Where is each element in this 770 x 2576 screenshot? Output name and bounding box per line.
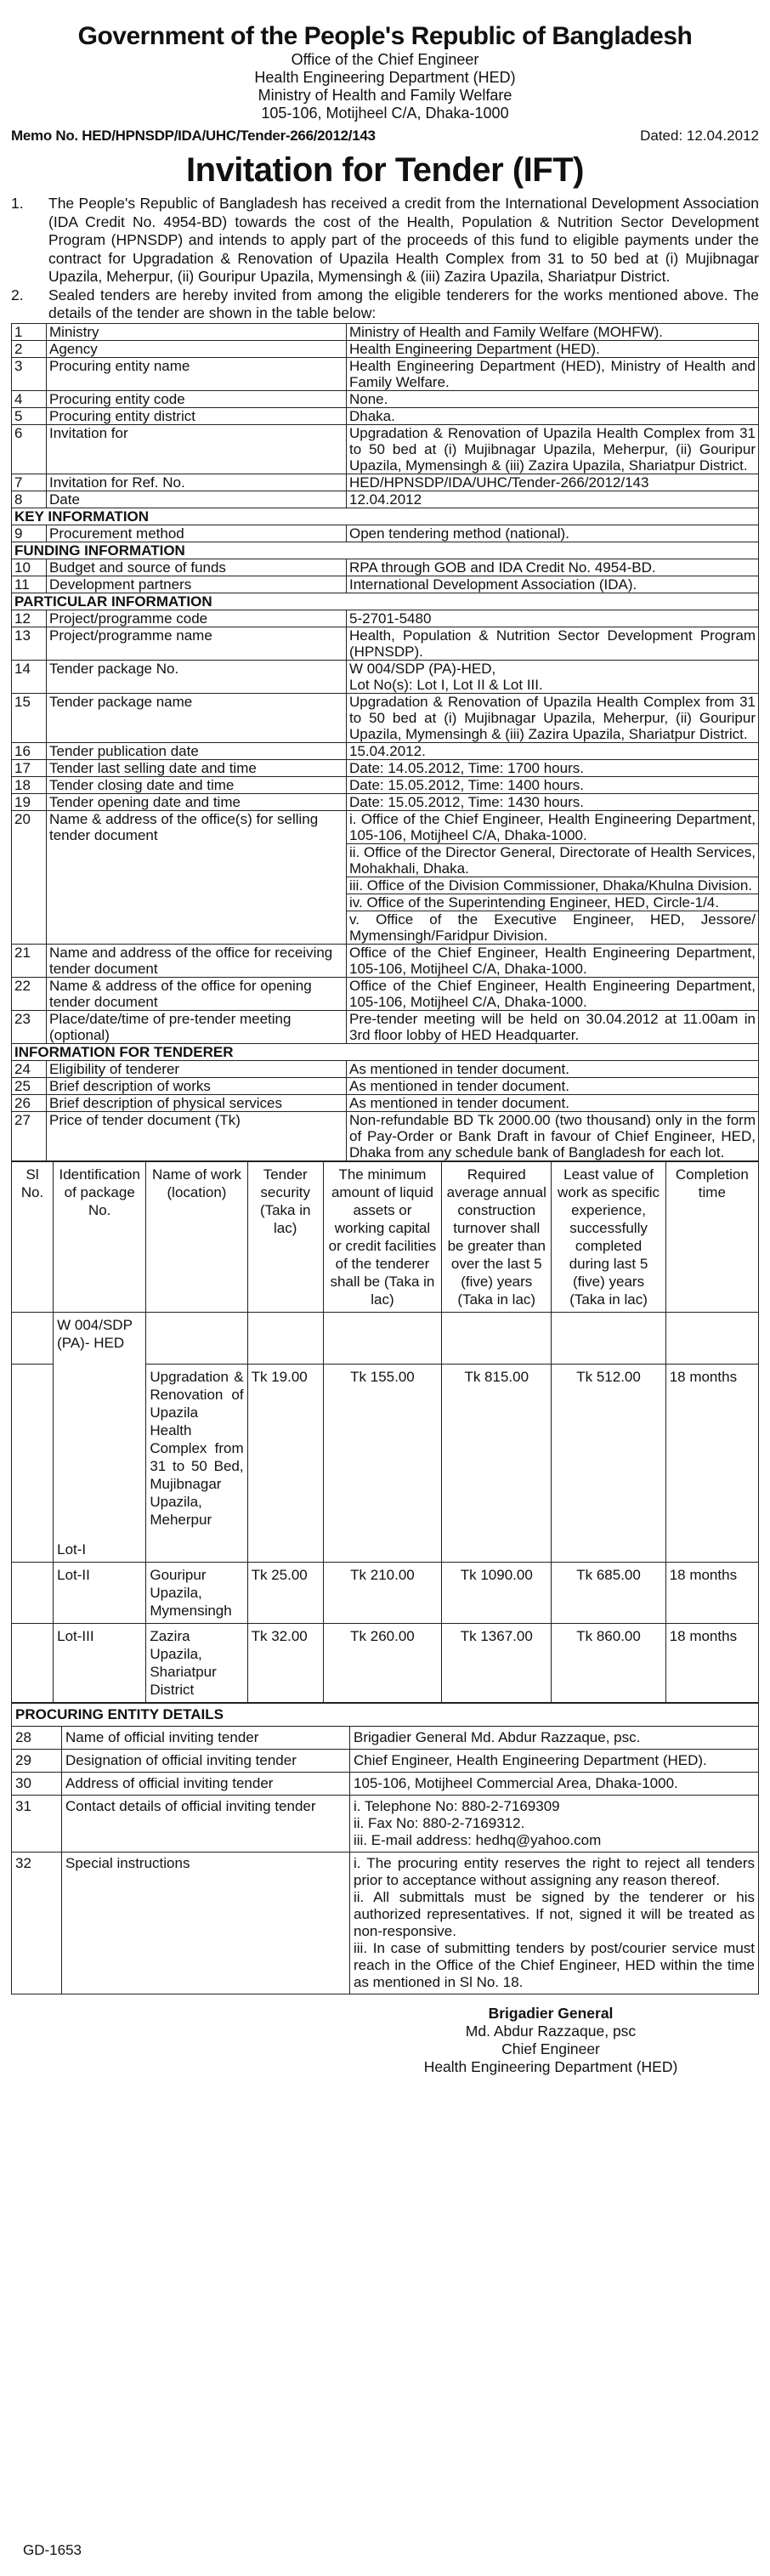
row-number: 3 [12, 357, 47, 390]
lot-column-header: The minimum amount of liquid assets or working capital or credit facilities of the tenderer shall be (Taka in lac) [323, 1161, 441, 1312]
detail-row [12, 424, 759, 474]
lot-column-header: Completion time [665, 1161, 758, 1312]
detail-row [12, 742, 759, 759]
row-label: Procuring entity district [47, 407, 347, 424]
row-number: 27 [12, 1111, 47, 1160]
selling-office-item: ii. Office of the Director General, Directorate of Health Services, Mohakhali, Dhaka. [347, 843, 759, 877]
lot-work-name: Zazira Upazila, Shariatpur District [146, 1623, 247, 1702]
row-number: 14 [12, 660, 47, 693]
row-value: Brigadier General Md. Abdur Razzaque, psc. [350, 1726, 759, 1749]
empty-cell [442, 1312, 552, 1364]
signatory-rank: Brigadier General [488, 2004, 614, 2022]
paragraph-number: 2. [11, 286, 24, 304]
row-label: Project/programme code [47, 610, 347, 627]
detail-row [12, 627, 759, 660]
row-label: Address of official inviting tender [62, 1772, 350, 1795]
row-value: Date: 15.05.2012, Time: 1430 hours. [347, 793, 759, 810]
row-value: W 004/SDP (PA)-HED, Lot No(s): Lot I, Lot II & Lot III. [347, 660, 759, 693]
special-instructions [350, 1852, 759, 1994]
row-label: Tender closing date and time [47, 776, 347, 793]
section-heading: PROCURING ENTITY DETAILS [12, 1703, 759, 1726]
row-number: 22 [12, 977, 47, 1010]
row-label: Project/programme name [47, 627, 347, 660]
row-number: 19 [12, 793, 47, 810]
section-heading: KEY INFORMATION [12, 508, 759, 525]
detail-row [12, 1111, 759, 1160]
lot-security: Tk 25.00 [247, 1562, 323, 1623]
detail-row [12, 491, 759, 508]
memo-number: Memo No. HED/HPNSDP/IDA/UHC/Tender-266/2012/143 [11, 128, 376, 144]
row-label: Tender last selling date and time [47, 759, 347, 776]
selling-office-item: v. Office of the Executive Engineer, HED, Jessore/ Mymensingh/Faridpur Division. [347, 911, 759, 944]
row-label: Tender opening date and time [47, 793, 347, 810]
detail-row [12, 576, 759, 593]
row-number: 25 [12, 1077, 47, 1094]
memo-row [11, 128, 759, 145]
row-value: HED/HPNSDP/IDA/UHC/Tender-266/2012/143 [347, 474, 759, 491]
memo-date: Dated: 12.04.2012 [640, 128, 759, 144]
row-label: Procurement method [47, 525, 347, 542]
procuring-row [12, 1726, 759, 1749]
detail-row [12, 323, 759, 340]
row-label: Invitation for [47, 424, 347, 474]
lot-completion: 18 months [665, 1562, 758, 1623]
row-value: Health Engineering Department (HED). [347, 340, 759, 357]
procuring-entity-table [11, 1703, 759, 1994]
detail-row [12, 759, 759, 776]
detail-row [12, 357, 759, 390]
row-value: Chief Engineer, Health Engineering Department (HED). [350, 1749, 759, 1772]
ministry-name: Ministry of Health and Family Welfare [258, 87, 512, 104]
row-value: International Development Association (IDA). [347, 576, 759, 593]
row-number: 6 [12, 424, 47, 474]
row-value: As mentioned in tender document. [347, 1094, 759, 1111]
detail-row [12, 944, 759, 977]
row-value: Office of the Chief Engineer, Health Engineering Department, 105-106, Motijheel C/A, Dhaka-1000. [347, 944, 759, 977]
row-value: Open tendering method (national). [347, 525, 759, 542]
row-label: Brief description of physical services [47, 1094, 347, 1111]
contact-email: iii. E-mail address: hedhq@yahoo.com [354, 1831, 602, 1848]
selling-office-item: iii. Office of the Division Commissioner, Dhaka/Khulna Division. [347, 877, 759, 894]
detail-row [12, 610, 759, 627]
row-label: Special instructions [62, 1852, 350, 1994]
signature-block [368, 2005, 733, 2076]
selling-office-item: iv. Office of the Superintending Engineer, HED, Circle-1/4. [347, 894, 759, 911]
selling-office-item: i. Office of the Chief Engineer, Health Engineering Department, 105-106, Motijheel C/A, Dhaka-1000. [347, 810, 759, 843]
row-label: Procuring entity name [47, 357, 347, 390]
instruction-item: i. The procuring entity reserves the right to reject all tenders prior to acceptance without assigning any reason thereof. [354, 1854, 755, 1888]
lot-sl-cell [12, 1364, 54, 1562]
lot-column-header: Identification of package No. [54, 1161, 146, 1312]
lot-turnover: Tk 1090.00 [442, 1562, 552, 1623]
footer-code: GD-1653 [23, 2542, 82, 2558]
lot-row [12, 1623, 759, 1702]
row-number: 4 [12, 390, 47, 407]
row-number: 24 [12, 1060, 47, 1077]
row-number: 10 [12, 559, 47, 576]
row-label: Contact details of official inviting tender [62, 1795, 350, 1852]
lot-security: Tk 32.00 [247, 1623, 323, 1702]
row-value: 5-2701-5480 [347, 610, 759, 627]
row-value: 12.04.2012 [347, 491, 759, 508]
lot-sl-cell [12, 1312, 54, 1364]
row-label: Name & address of the office(s) for selling tender document [47, 810, 347, 944]
row-label: Name of official inviting tender [62, 1726, 350, 1749]
row-value: 15.04.2012. [347, 742, 759, 759]
section-heading: INFORMATION FOR TENDERER [12, 1043, 759, 1060]
lot-security: Tk 19.00 [247, 1364, 323, 1562]
row-number: 18 [12, 776, 47, 793]
intro-paragraph-1 [11, 195, 759, 287]
detail-row [12, 1094, 759, 1111]
row-number: 23 [12, 1010, 47, 1043]
selling-office-row [12, 810, 759, 843]
row-label: Brief description of works [47, 1077, 347, 1094]
section-particular-information [12, 593, 759, 610]
row-value: Office of the Chief Engineer, Health Engineering Department, 105-106, Motijheel C/A, Dhaka-1000. [347, 977, 759, 1010]
section-heading: FUNDING INFORMATION [12, 542, 759, 559]
row-value: Date: 15.05.2012, Time: 1400 hours. [347, 776, 759, 793]
lot-turnover: Tk 815.00 [442, 1364, 552, 1562]
notice-header [11, 22, 759, 122]
row-label: Ministry [47, 323, 347, 340]
lot-completion: 18 months [665, 1364, 758, 1562]
page-title: Invitation for Tender (IFT) [186, 151, 584, 189]
row-number: 13 [12, 627, 47, 660]
row-number: 28 [12, 1726, 62, 1749]
row-number: 5 [12, 407, 47, 424]
paragraph-text: Sealed tenders are hereby invited from among the eligible tenderers for the works mentioned above. The details of the tender are shown in the table below: [48, 286, 759, 321]
row-label: Name & address of the office for opening tender document [47, 977, 347, 1010]
detail-row [12, 1060, 759, 1077]
contact-tel: i. Telephone No: 880-2-7169309 [354, 1797, 560, 1814]
row-number: 7 [12, 474, 47, 491]
row-number: 29 [12, 1749, 62, 1772]
detail-row [12, 977, 759, 1010]
lot-completion: 18 months [665, 1623, 758, 1702]
section-procuring-entity [12, 1703, 759, 1726]
lot-liquid-assets: Tk 210.00 [323, 1562, 441, 1623]
lot-experience: Tk 685.00 [552, 1562, 665, 1623]
lot-experience: Tk 512.00 [552, 1364, 665, 1562]
row-number: 21 [12, 944, 47, 977]
signatory-designation: Chief Engineer [501, 2040, 600, 2057]
row-number: 1 [12, 323, 47, 340]
instruction-item: ii. All submittals must be signed by the tenderer or his authorized representatives. If not, signed it will be treated as non-responsive. [354, 1888, 755, 1939]
instruction-item: iii. In case of submitting tenders by post/courier service must reach in the Office of the Chief Engineer, HED within the time as mentioned in Sl No. 18. [354, 1939, 755, 1990]
row-value: Upgradation & Renovation of Upazila Health Complex from 31 to 50 bed at (i) Mujibnagar Upazila, Meherpur, (ii) Gouripur Upazila, Mymensingh & (iii) Zazira Upazila, Shariatpur District. [347, 424, 759, 474]
detail-row [12, 407, 759, 424]
package-id: W 004/SDP (PA)- HED Lot-I [54, 1312, 146, 1562]
lot-column-header: Required average annual construction turnover shall be greater than over the last 5 (five) years (Taka in lac) [442, 1161, 552, 1312]
detail-row [12, 559, 759, 576]
section-key-information [12, 508, 759, 525]
detail-row [12, 793, 759, 810]
row-number: 26 [12, 1094, 47, 1111]
row-number: 20 [12, 810, 47, 944]
lot-id: Lot-II [54, 1562, 146, 1623]
detail-row [12, 474, 759, 491]
row-number: 12 [12, 610, 47, 627]
contact-details [350, 1795, 759, 1852]
row-label: Budget and source of funds [47, 559, 347, 576]
lot-column-header: Name of work (location) [146, 1161, 247, 1312]
empty-cell [146, 1312, 247, 1364]
lot-liquid-assets: Tk 155.00 [323, 1364, 441, 1562]
row-number: 11 [12, 576, 47, 593]
lot-experience: Tk 860.00 [552, 1623, 665, 1702]
detail-row [12, 340, 759, 357]
paragraph-number: 1. [11, 195, 24, 212]
row-value: As mentioned in tender document. [347, 1060, 759, 1077]
lot-row [12, 1562, 759, 1623]
detail-row [12, 390, 759, 407]
row-label: Designation of official inviting tender [62, 1749, 350, 1772]
row-value: Pre-tender meeting will be held on 30.04.2012 at 11.00am in 3rd floor lobby of HED Headquarter. [347, 1010, 759, 1043]
row-number: 2 [12, 340, 47, 357]
detail-row [12, 1010, 759, 1043]
tender-notice [11, 0, 759, 2558]
contact-row [12, 1795, 759, 1852]
lot-id: Lot-I [57, 1540, 87, 1558]
empty-cell [665, 1312, 758, 1364]
lot-column-header: Sl No. [12, 1161, 54, 1312]
procuring-row [12, 1772, 759, 1795]
detail-row [12, 693, 759, 742]
row-value: Upgradation & Renovation of Upazila Health Complex from 31 to 50 bed at (i) Mujibnagar Upazila, Meherpur, (ii) Gouripur Upazila, Mymensingh & (iii) Zazira Upazila, Shariatpur District. [347, 693, 759, 742]
section-tenderer-information [12, 1043, 759, 1060]
office-name: Office of the Chief Engineer [291, 51, 479, 68]
row-number: 9 [12, 525, 47, 542]
row-label: Development partners [47, 576, 347, 593]
detail-row [12, 525, 759, 542]
row-label: Tender publication date [47, 742, 347, 759]
lot-package-row [12, 1312, 759, 1364]
lot-sl-cell [12, 1623, 54, 1702]
row-value: Non-refundable BD Tk 2000.00 (two thousand) only in the form of Pay-Order or Bank Draft in favour of Chief Engineer, HED, Dhaka from any schedule bank of Bangladesh for each lot. [347, 1111, 759, 1160]
empty-cell [323, 1312, 441, 1364]
row-label: Eligibility of tenderer [47, 1060, 347, 1077]
row-value: RPA through GOB and IDA Credit No. 4954-BD. [347, 559, 759, 576]
signatory-name: Md. Abdur Razzaque, psc [465, 2022, 637, 2040]
empty-cell [247, 1312, 323, 1364]
row-label: Procuring entity code [47, 390, 347, 407]
special-instructions-row [12, 1852, 759, 1994]
contact-fax: ii. Fax No: 880-2-7169312. [354, 1814, 525, 1831]
row-label: Price of tender document (Tk) [47, 1111, 347, 1160]
row-value: Ministry of Health and Family Welfare (MOHFW). [347, 323, 759, 340]
row-value: Date: 14.05.2012, Time: 1700 hours. [347, 759, 759, 776]
row-value: Health, Population & Nutrition Sector Development Program (HPNSDP). [347, 627, 759, 660]
row-label: Agency [47, 340, 347, 357]
detail-row [12, 776, 759, 793]
section-heading: PARTICULAR INFORMATION [12, 593, 759, 610]
row-value: As mentioned in tender document. [347, 1077, 759, 1094]
department-name: Health Engineering Department (HED) [254, 69, 516, 86]
detail-row [12, 1077, 759, 1094]
row-value: Health Engineering Department (HED), Ministry of Health and Family Welfare. [347, 357, 759, 390]
lot-column-header: Least value of work as specific experience, successfully completed during last 5 (five) years (Taka in lac) [552, 1161, 665, 1312]
row-value: None. [347, 390, 759, 407]
signatory-department: Health Engineering Department (HED) [423, 2057, 678, 2075]
office-address: 105-106, Motijheel C/A, Dhaka-1000 [261, 105, 509, 122]
row-label: Date [47, 491, 347, 508]
row-label: Tender package name [47, 693, 347, 742]
paragraph-text: The People's Republic of Bangladesh has received a credit from the International Development Association (IDA Credit No. 4954-BD) towards the cost of the Health, Population & Nutrition Sector Development Program (HPNSDP) and intends to apply part of the proceeds of this fund to eligible payments under the contract for Upgradation & Renovation of Upazila Health Complex from 31 to 50 bed at (i) Mujibnagar Upazila, Meherpur, (ii) Gouripur Upazila, Mymensingh & (iii) Zazira Upazila, Shariatpur District. [48, 195, 759, 285]
row-label: Tender package No. [47, 660, 347, 693]
row-number: 32 [12, 1852, 62, 1994]
tender-details-table [11, 323, 759, 1161]
row-value: Dhaka. [347, 407, 759, 424]
empty-cell [552, 1312, 665, 1364]
lot-turnover: Tk 1367.00 [442, 1623, 552, 1702]
row-number: 31 [12, 1795, 62, 1852]
lot-sl-cell [12, 1562, 54, 1623]
row-value: 105-106, Motijheel Commercial Area, Dhaka-1000. [350, 1772, 759, 1795]
row-number: 8 [12, 491, 47, 508]
intro-paragraph-2 [11, 287, 759, 323]
row-number: 16 [12, 742, 47, 759]
government-title: Government of the People's Republic of Bangladesh [77, 22, 693, 50]
lot-header-row [12, 1161, 759, 1312]
detail-row [12, 660, 759, 693]
lot-work-name: Upgradation & Renovation of Upazila Health Complex from 31 to 50 Bed, Mujibnagar Upazila, Meherpur [146, 1364, 247, 1562]
section-funding-information [12, 542, 759, 559]
lot-work-name: Gouripur Upazila, Mymensingh [146, 1562, 247, 1623]
row-label: Name and address of the office for receiving tender document [47, 944, 347, 977]
row-number: 17 [12, 759, 47, 776]
lot-table [11, 1161, 759, 1703]
lot-liquid-assets: Tk 260.00 [323, 1623, 441, 1702]
procuring-row [12, 1749, 759, 1772]
row-number: 15 [12, 693, 47, 742]
row-label: Invitation for Ref. No. [47, 474, 347, 491]
lot-column-header: Tender security (Taka in lac) [247, 1161, 323, 1312]
lot-id: Lot-III [54, 1623, 146, 1702]
row-number: 30 [12, 1772, 62, 1795]
row-label: Place/date/time of pre-tender meeting (optional) [47, 1010, 347, 1043]
